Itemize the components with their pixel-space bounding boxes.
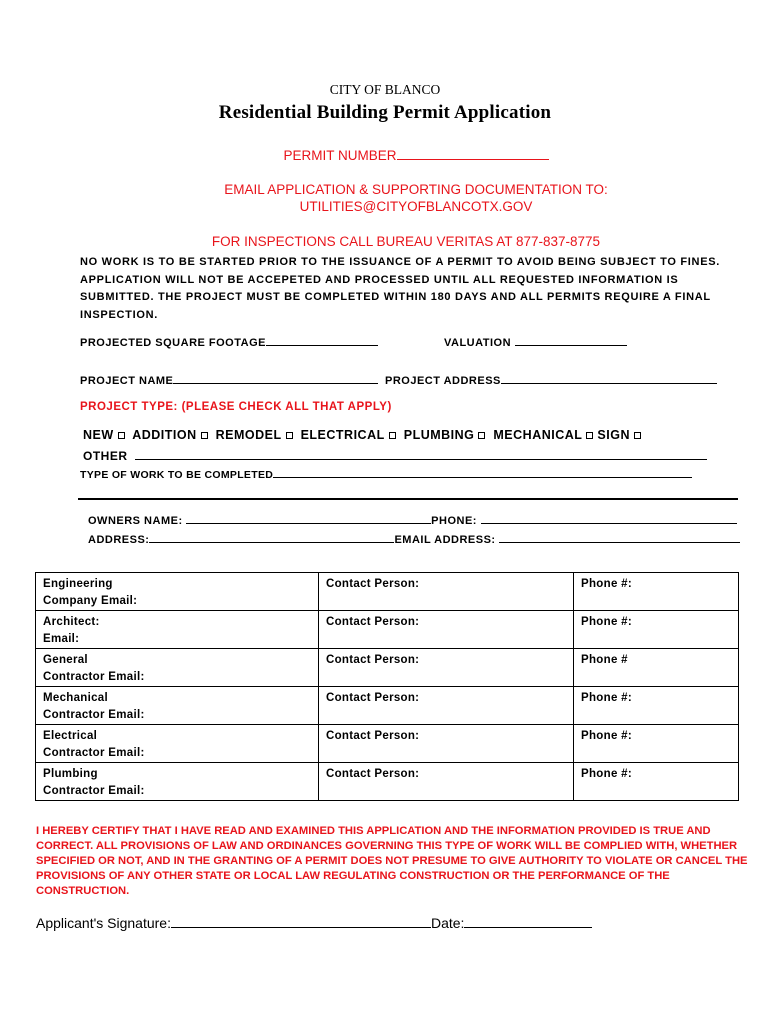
- phone-label: Phone #:: [581, 730, 632, 742]
- city-name: CITY OF BLANCO: [329, 82, 441, 97]
- project-address-row: [385, 373, 717, 387]
- project-name-row: [80, 373, 378, 387]
- engineering-cell[interactable]: [36, 573, 319, 611]
- phone-cell[interactable]: [574, 763, 739, 801]
- type-sign-label: SIGN: [597, 428, 630, 442]
- applicant-signature-label: Applicant's Signature:: [36, 915, 171, 931]
- type-mechanical-label: MECHANICAL: [493, 428, 583, 442]
- type-of-work-label: TYPE OF WORK TO BE COMPLETED: [80, 469, 274, 481]
- table-row: [36, 649, 739, 687]
- phone-label: PHONE:: [431, 515, 477, 527]
- phone-cell[interactable]: [574, 649, 739, 687]
- table-row: [36, 763, 739, 801]
- contact-person-cell[interactable]: [319, 611, 574, 649]
- row-email-label: Contractor Email:: [43, 785, 145, 797]
- valuation-row: [444, 335, 627, 349]
- row-title: Plumbing: [43, 768, 98, 780]
- row-email-label: Contractor Email:: [43, 671, 145, 683]
- email-instructions-line1: EMAIL APPLICATION & SUPPORTING DOCUMENTATION TO:: [224, 182, 608, 197]
- email-instructions-address: UTILITIES@CITYOFBLANCOTX.GOV: [299, 199, 533, 214]
- project-address-field[interactable]: [501, 373, 717, 384]
- row-email-label: Company Email:: [43, 595, 138, 607]
- type-plumbing-label: PLUMBING: [403, 428, 475, 442]
- permit-number-row: [0, 148, 770, 163]
- work-notice: NO WORK IS TO BE STARTED PRIOR TO THE ISSUANCE OF A PERMIT TO AVOID BEING SUBJECT TO FINES. APPLICATION WILL NOT BE ACCEPETED AND PROCESSED UNTIL ALL REQUESTED INFORMATION IS SUBMITTED. THE PROJECT MUST BE COMPLETED WITHIN 180 DAYS AND ALL PERMITS REQUIRE A FINAL INSPECTION.: [80, 256, 721, 321]
- email-address-label: EMAIL ADDRESS:: [394, 534, 496, 546]
- other-field[interactable]: [135, 449, 707, 460]
- table-row: [36, 573, 739, 611]
- plumbing-contractor-cell[interactable]: [36, 763, 319, 801]
- table-row: [36, 611, 739, 649]
- general-contractor-cell[interactable]: [36, 649, 319, 687]
- type-remodel-checkbox[interactable]: [286, 432, 293, 439]
- owner-address-row: [88, 532, 740, 546]
- phone-cell[interactable]: [574, 725, 739, 763]
- date-field[interactable]: [464, 915, 592, 928]
- square-footage-label: PROJECTED SQUARE FOOTAGE: [80, 337, 266, 349]
- phone-cell[interactable]: [574, 687, 739, 725]
- permit-number-field[interactable]: [397, 149, 549, 160]
- contact-person-label: Contact Person:: [326, 692, 420, 704]
- contact-person-cell[interactable]: [319, 649, 574, 687]
- signature-row: [36, 915, 592, 931]
- contact-person-cell[interactable]: [319, 763, 574, 801]
- phone-label: Phone #:: [581, 578, 632, 590]
- contact-person-label: Contact Person:: [326, 768, 420, 780]
- type-addition-checkbox[interactable]: [201, 432, 208, 439]
- type-electrical-checkbox[interactable]: [389, 432, 396, 439]
- type-new-label: NEW: [83, 428, 114, 442]
- certification-statement: I HEREBY CERTIFY THAT I HAVE READ AND EXAMINED THIS APPLICATION AND THE INFORMATION PROVIDED IS TRUE AND CORRECT. ALL PROVISIONS OF LAW AND ORDINANCES GOVERNING THIS TYPE OF WORK WILL BE COMPLIED WITH, WHETHER SPECIFIED OR NOT, AND IN THE GRANTING OF A PERMIT DOES NOT PRESUME TO GIVE AUTHORITY TO VIOLATE OR CANCEL THE PROVISIONS OF ANY OTHER STATE OR LOCAL LAW REGULATING CONSTRUCTION OR THE PERFORMANCE OF THE CONSTRUCTION.: [36, 825, 748, 897]
- contact-person-label: Contact Person:: [326, 578, 420, 590]
- contact-person-cell[interactable]: [319, 573, 574, 611]
- row-title: Architect:: [43, 616, 100, 628]
- owners-name-row: [88, 513, 737, 527]
- phone-label: Phone #:: [581, 616, 632, 628]
- project-type-heading: PROJECT TYPE: (PLEASE CHECK ALL THAT APPLY): [80, 401, 392, 413]
- project-type-options: [83, 428, 645, 442]
- type-electrical-label: ELECTRICAL: [300, 428, 385, 442]
- other-label: OTHER: [83, 449, 128, 463]
- valuation-label: VALUATION: [444, 337, 512, 349]
- table-row: [36, 687, 739, 725]
- square-footage-field[interactable]: [266, 335, 378, 346]
- contact-person-label: Contact Person:: [326, 616, 420, 628]
- type-sign-checkbox[interactable]: [634, 432, 641, 439]
- electrical-contractor-cell[interactable]: [36, 725, 319, 763]
- inspections-notice: FOR INSPECTIONS CALL BUREAU VERITAS AT 877-837-8775: [211, 234, 601, 249]
- project-address-label: PROJECT ADDRESS: [385, 375, 501, 387]
- type-remodel-label: REMODEL: [215, 428, 282, 442]
- section-divider: [78, 498, 738, 500]
- phone-cell[interactable]: [574, 573, 739, 611]
- owner-phone-field[interactable]: [481, 513, 737, 524]
- table-row: [36, 725, 739, 763]
- row-title: Electrical: [43, 730, 98, 742]
- owners-name-label: OWNERS NAME:: [88, 515, 183, 527]
- type-of-work-field[interactable]: [273, 467, 692, 478]
- address-label: ADDRESS:: [88, 534, 150, 546]
- row-email-label: Contractor Email:: [43, 709, 145, 721]
- type-new-checkbox[interactable]: [118, 432, 125, 439]
- other-row: [83, 449, 707, 463]
- project-name-label: PROJECT NAME: [80, 375, 174, 387]
- phone-label: Phone #:: [581, 768, 632, 780]
- contact-person-cell[interactable]: [319, 725, 574, 763]
- project-name-field[interactable]: [173, 373, 378, 384]
- date-label: Date:: [430, 915, 465, 931]
- phone-cell[interactable]: [574, 611, 739, 649]
- applicant-signature-field[interactable]: [171, 915, 431, 928]
- type-mechanical-checkbox[interactable]: [586, 432, 593, 439]
- row-title: Mechanical: [43, 692, 108, 704]
- phone-label: Phone #: [581, 654, 628, 666]
- row-title: General: [43, 654, 88, 666]
- contact-person-label: Contact Person:: [326, 730, 420, 742]
- contact-person-cell[interactable]: [319, 687, 574, 725]
- type-plumbing-checkbox[interactable]: [478, 432, 485, 439]
- type-of-work-row: [80, 467, 692, 481]
- square-footage-row: [80, 335, 378, 349]
- permit-number-label: PERMIT NUMBER: [283, 148, 397, 163]
- type-addition-label: ADDITION: [132, 428, 197, 442]
- row-title: Engineering: [43, 578, 113, 590]
- contacts-table: [35, 572, 739, 801]
- owner-email-field[interactable]: [499, 532, 740, 543]
- architect-cell[interactable]: [36, 611, 319, 649]
- mechanical-contractor-cell[interactable]: [36, 687, 319, 725]
- row-email-label: Email:: [43, 633, 80, 645]
- contact-person-label: Contact Person:: [326, 654, 420, 666]
- valuation-field[interactable]: [515, 335, 627, 346]
- row-email-label: Contractor Email:: [43, 747, 145, 759]
- page-title: Residential Building Permit Application: [218, 102, 552, 123]
- owner-address-field[interactable]: [149, 532, 394, 543]
- phone-label: Phone #:: [581, 692, 632, 704]
- owners-name-field[interactable]: [186, 513, 431, 524]
